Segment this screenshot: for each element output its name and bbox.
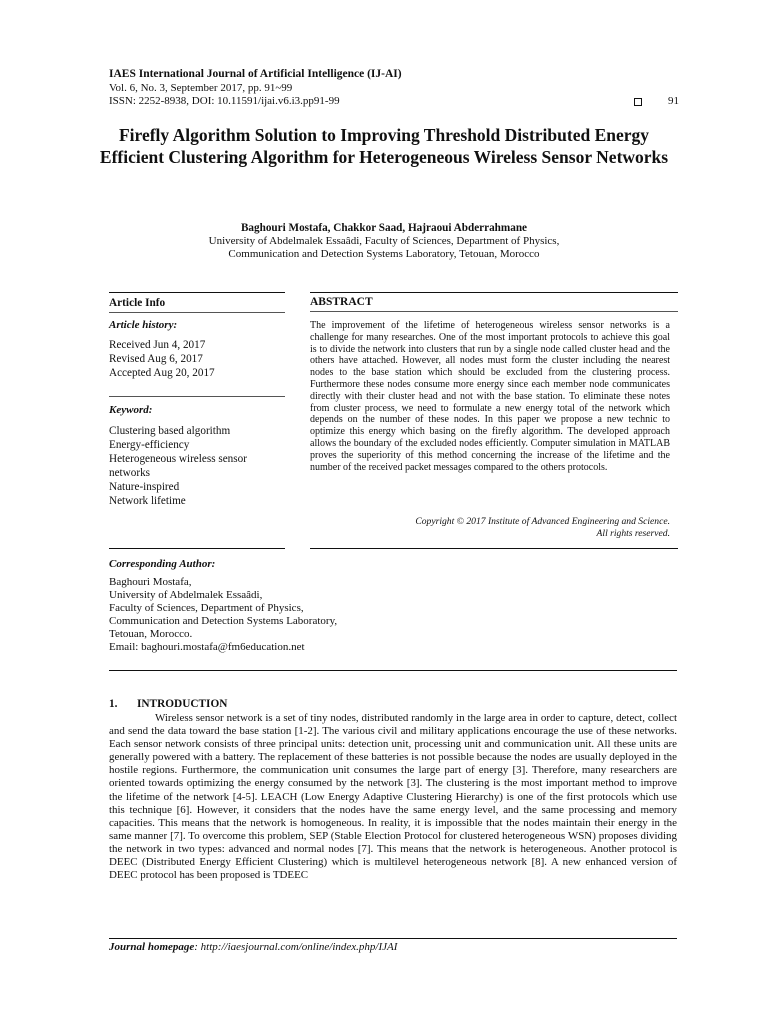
keywords [109,403,285,508]
received-date: Received Jun 4, 2017 [109,339,206,351]
keyword-rule [109,396,285,397]
section-title: INTRODUCTION [137,698,228,710]
keyword-item: Network lifetime [109,495,186,507]
corresponding-line: Communication and Detection Systems Laboratory, [109,615,338,628]
journal-header [109,68,679,109]
affiliation-line-1: University of Abdelmalek Essaâdi, Faculty of Sciences, Department of Physics, [208,235,560,247]
corresponding-line: Tetouan, Morocco. [109,628,193,641]
info-bottom-rule-left [109,548,285,549]
square-box-icon [634,98,642,106]
article-info-heading-block [109,296,285,310]
affiliation-line-2: Communication and Detection Systems Laboratory, Tetouan, Morocco [228,248,540,260]
introduction-heading [109,698,227,710]
article-info-heading: Article Info [109,297,166,309]
corresponding-line: Faculty of Sciences, Department of Physics, [109,602,304,615]
journal-homepage [109,941,397,953]
info-top-rule-left [109,292,285,293]
keyword-item: Clustering based algorithm [109,425,231,437]
accepted-date: Accepted Aug 20, 2017 [109,367,215,379]
copyright-line-1: Copyright © 2017 Institute of Advanced Engineering and Science. [415,516,670,527]
revised-date: Revised Aug 6, 2017 [109,353,203,365]
info-top-rule-right [310,292,678,293]
info-bottom-rule-right [310,548,678,549]
copyright-line-2: All rights reserved. [596,528,670,539]
introduction-text: Wireless sensor network is a set of tiny nodes, distributed randomly in the large area in order to capture, detect, collect and send the data toward the base station [1-2]. The various civil and military applications encourage the use of these networks. Each sensor network consists of three principal units: detection unit, processing unit and communication unit. All these units are generally powered with a battery. The replacement of these batteries is not possible because the nodes are usually deployed in the hostile regions. Furthermore, the communication unit consumes the large part of energy [3]. Therefore, many researchers are oriented towards optimizing the energy consumed by the network [3]. The clustering is the most important method to improve the lifetime of the network [4-5]. LEACH (Low Energy Adaptive Clustering Hierarchy) is one of the first protocols which use this technique [6]. However, it considers that the nodes have the same energy level, and the same processing and memory capacities. This means that the network is homogeneous. In reality, it is impossible that the nodes maintain their energy in the same manner [7]. To overcome this problem, SEP (Stable Election Protocol for clustered heterogeneous WSN) proposes dividing the network in two types: advanced and normal nodes [7]. This means that the network is heterogeneous. Another protocol is DEEC (Distributed Energy Efficient Clustering) which is multilevel heterogeneous network [8]. A new enhanced version of DEEC protocol has been proposed is TDEEC [109,712,677,882]
keyword-item: Nature-inspired [109,481,180,493]
keyword-heading: Keyword: [109,404,153,416]
copyright-notice [310,516,670,540]
page-number: 91 [668,95,679,107]
paper-title: Firefly Algorithm Solution to Improving Threshold Distributed Energy Efficient Clustering Algorithm for Heterogeneous Wireless Sensor Networks [99,125,669,167]
abstract-heading: ABSTRACT [310,296,373,308]
header-page-marker [634,95,679,109]
section-number: 1. [109,698,118,710]
journal-homepage-label: Journal homepage [109,941,195,953]
paper-authors: Baghouri Mostafa, Chakkor Saad, Hajraoui Abderrahmane [240,222,528,234]
journal-name: IAES International Journal of Artificial Intelligence (IJ-AI) [109,68,402,80]
abstract-head-rule [310,311,678,312]
history-rule [109,312,285,313]
article-history-heading: Article history: [109,319,178,331]
journal-homepage-link[interactable]: : http://iaesjournal.com/online/index.php/IJAI [194,941,398,953]
corresponding-author-details [109,576,509,655]
corresponding-author-heading: Corresponding Author: [109,558,216,570]
keyword-item: Energy-efficiency [109,439,190,451]
journal-issn: ISSN: 2252-8938, DOI: 10.11591/ijai.v6.i3.pp91-99 [109,95,340,107]
affiliation [96,235,672,261]
footer-rule [109,938,677,939]
corresponding-line: Baghouri Mostafa, [109,576,192,588]
journal-volume: Vol. 6, No. 3, September 2017, pp. 91~99 [109,81,293,94]
article-history [109,318,285,380]
corresponding-line: University of Abdelmalek Essaâdi, [109,589,263,602]
keyword-item: Heterogeneous wireless sensor networks [109,453,247,479]
corresponding-email: Email: baghouri.mostafa@fm6education.net [109,641,305,654]
corresponding-bottom-rule [109,670,677,671]
abstract-text: The improvement of the lifetime of heterogeneous wireless sensor networks is a challenge for many researches. One of the most important protocols to achieve this goal is to divide the network into clusters that run by a single node called cluster head and the others have attached. However, all nodes must form the cluster including the nearest nodes to the base station which should be excluded from the clustering process. Furthermore these nodes consume more energy since each member node communicates directly with their cluster head and not with the base station. To eliminate these notes from cluster process, we need to formulate a new energy total of the network which depends on the number of these nodes. In this paper we propose a new technic to optimize this energy which basing on the firefly algorithm. The developed approach allows the boundary of the excluded nodes efficiently. Computer simulation in MATLAB proves the superiority of this method concerning the increase of the lifetime and the number of the received packet messages compared to the others protocols. [310,320,670,473]
